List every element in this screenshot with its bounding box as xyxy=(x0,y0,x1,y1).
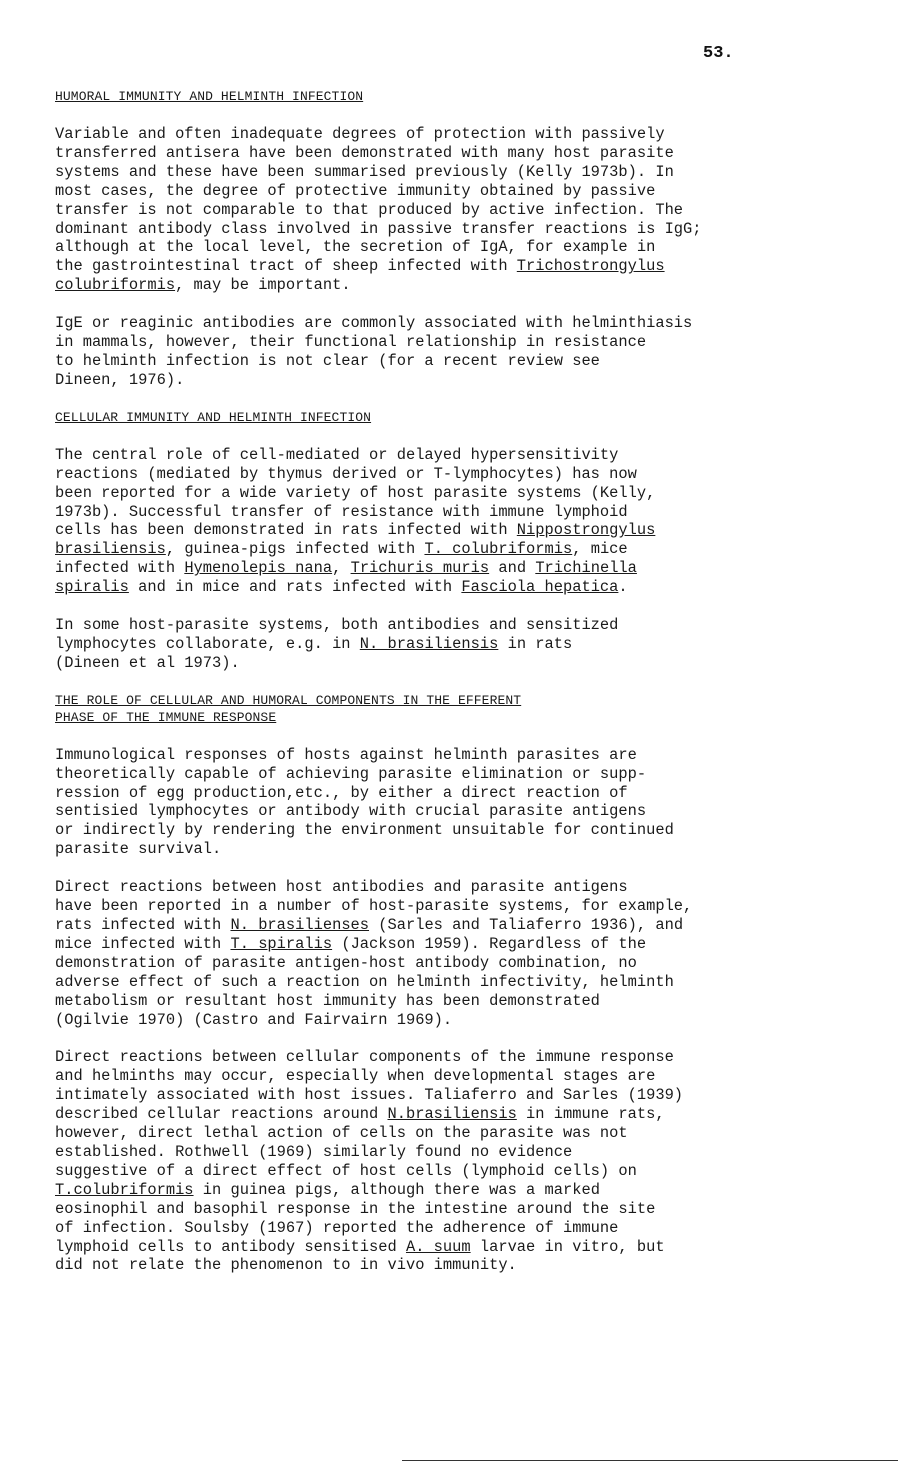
text-line: suggestive of a direct effect of host cells (lymphoid cells) on xyxy=(55,1161,637,1180)
underlined-term: T. spiralis xyxy=(230,934,333,953)
text-line: Immunological responses of hosts against helminth parasites are xyxy=(55,745,637,764)
text-line: In some host-parasite systems, both antibodies and sensitized xyxy=(55,616,619,635)
text-line: dominant antibody class involved in passive transfer reactions is IgG; xyxy=(55,219,702,238)
text-line: to helminth infection is not clear (for a recent review see xyxy=(55,351,600,370)
text-line: IgE or reaginic antibodies are commonly associated with helminthiasis xyxy=(55,314,693,333)
text-line: brasiliensis, guinea-pigs infected with T. colubriformis, mice xyxy=(55,540,628,559)
text-line: systems and these have been summarised previously (Kelly 1973b). In xyxy=(55,162,674,181)
underlined-term: N. brasiliensis xyxy=(359,634,499,653)
paragraph xyxy=(55,616,885,673)
page-number: 53. xyxy=(703,44,734,63)
text-line: intimately associated with host issues. Taliaferro and Sarles (1939) xyxy=(55,1086,684,1105)
text-line: described cellular reactions around N.brasiliensis in immune rats, xyxy=(55,1105,665,1124)
text-line: of infection. Soulsby (1967) reported the adherence of immune xyxy=(55,1218,619,1237)
underlined-term: N.brasiliensis xyxy=(387,1105,517,1124)
document-body xyxy=(55,88,885,1294)
underlined-term: A. suum xyxy=(405,1237,471,1256)
text-line: and helminths may occur, especially when developmental stages are xyxy=(55,1067,656,1086)
text-line: the gastrointestinal tract of sheep infected with Trichostrongylus xyxy=(55,257,665,276)
underlined-term: spiralis xyxy=(55,578,129,597)
text-line: (Dineen et al 1973). xyxy=(55,653,240,672)
text-line: metabolism or resultant host immunity has been demonstrated xyxy=(55,991,600,1010)
paragraph xyxy=(55,314,885,390)
text-line: however, direct lethal action of cells on the parasite was not xyxy=(55,1124,628,1143)
text-line: demonstration of parasite antigen-host antibody combination, no xyxy=(55,953,637,972)
heading-line: THE ROLE OF CELLULAR AND HUMORAL COMPONENTS IN THE EFFERENT xyxy=(55,692,522,708)
underlined-term: brasiliensis xyxy=(55,540,166,559)
text-line: or indirectly by rendering the environment unsuitable for continued xyxy=(55,821,674,840)
underlined-term: colubriformis xyxy=(55,276,176,295)
text-line: lymphocytes collaborate, e.g. in N. brasiliensis in rats xyxy=(55,634,573,653)
paragraph xyxy=(55,1048,885,1275)
text-line: adverse effect of such a reaction on helminth infectivity, helminth xyxy=(55,972,674,991)
underlined-term: Trichuris muris xyxy=(350,559,490,578)
paragraph xyxy=(55,746,885,859)
text-line: (Ogilvie 1970) (Castro and Fairvairn 1969). xyxy=(55,1010,453,1029)
text-line: infected with Hymenolepis nana, Trichuris muris and Trichinella xyxy=(55,559,637,578)
text-line: ression of egg production,etc., by either a direct reaction of xyxy=(55,783,628,802)
text-line: have been reported in a number of host-parasite systems, for example, xyxy=(55,897,693,916)
section-heading-cellular: CELLULAR IMMUNITY AND HELMINTH INFECTION xyxy=(55,409,372,425)
text-line: been reported for a wide variety of host parasite systems (Kelly, xyxy=(55,483,656,502)
text-line: in mammals, however, their functional relationship in resistance xyxy=(55,333,647,352)
underlined-term: Hymenolepis nana xyxy=(184,559,333,578)
text-line: Direct reactions between cellular components of the immune response xyxy=(55,1048,674,1067)
text-line: mice infected with T. spiralis (Jackson 1959). Regardless of the xyxy=(55,934,647,953)
text-line: The central role of cell-mediated or delayed hypersensitivity xyxy=(55,445,619,464)
footer-rule xyxy=(402,1460,898,1461)
underlined-term: T. colubriformis xyxy=(424,540,573,559)
text-line: transfer is not comparable to that produced by active infection. The xyxy=(55,200,684,219)
text-line: parasite survival. xyxy=(55,840,222,859)
section-heading-humoral: HUMORAL IMMUNITY AND HELMINTH INFECTION xyxy=(55,89,364,104)
text-line: theoretically capable of achieving parasite elimination or supp- xyxy=(55,764,647,783)
text-line: Direct reactions between host antibodies and parasite antigens xyxy=(55,878,628,897)
paragraph xyxy=(55,446,885,597)
text-line: Dineen, 1976). xyxy=(55,370,185,389)
text-line: established. Rothwell (1969) similarly found no evidence xyxy=(55,1142,573,1161)
text-line: rats infected with N. brasilienses (Sarles and Taliaferro 1936), and xyxy=(55,916,684,934)
text-line: transferred antisera have been demonstrated with many host parasite xyxy=(55,143,674,162)
section-heading-efferent xyxy=(55,692,885,726)
underlined-term: N. brasilienses xyxy=(230,916,370,934)
heading-line: PHASE OF THE IMMUNE RESPONSE xyxy=(55,709,277,725)
text-line: T.colubriformis in guinea pigs, although there was a marked xyxy=(55,1180,600,1199)
underlined-term: Fasciola hepatica xyxy=(461,578,619,597)
underlined-term: T.colubriformis xyxy=(55,1180,194,1199)
underlined-term: Trichinella xyxy=(535,559,637,578)
text-line: although at the local level, the secretion of IgA, for example in xyxy=(55,238,656,257)
text-line: colubriformis, may be important. xyxy=(55,276,351,295)
text-line: cells has been demonstrated in rats infected with Nippostrongylus xyxy=(55,521,656,540)
underlined-term: Nippostrongylus xyxy=(516,521,656,540)
text-line: reactions (mediated by thymus derived or T-lymphocytes) has now xyxy=(55,464,637,483)
paragraph xyxy=(55,878,885,1029)
text-line: 1973b). Successful transfer of resistance with immune lymphoid xyxy=(55,502,628,521)
text-line: eosinophil and basophil response in the intestine around the site xyxy=(55,1199,656,1218)
text-line: did not relate the phenomenon to in vivo immunity. xyxy=(55,1256,517,1275)
text-line: sentisied lymphocytes or antibody with crucial parasite antigens xyxy=(55,802,647,821)
text-line: Variable and often inadequate degrees of protection with passively xyxy=(55,125,665,143)
text-line: most cases, the degree of protective immunity obtained by passive xyxy=(55,181,656,200)
underlined-term: Trichostrongylus xyxy=(516,257,665,276)
text-line: spiralis and in mice and rats infected with Fasciola hepatica. xyxy=(55,578,628,597)
text-line: lymphoid cells to antibody sensitised A. suum larvae in vitro, but xyxy=(55,1237,665,1256)
paragraph xyxy=(55,125,885,295)
